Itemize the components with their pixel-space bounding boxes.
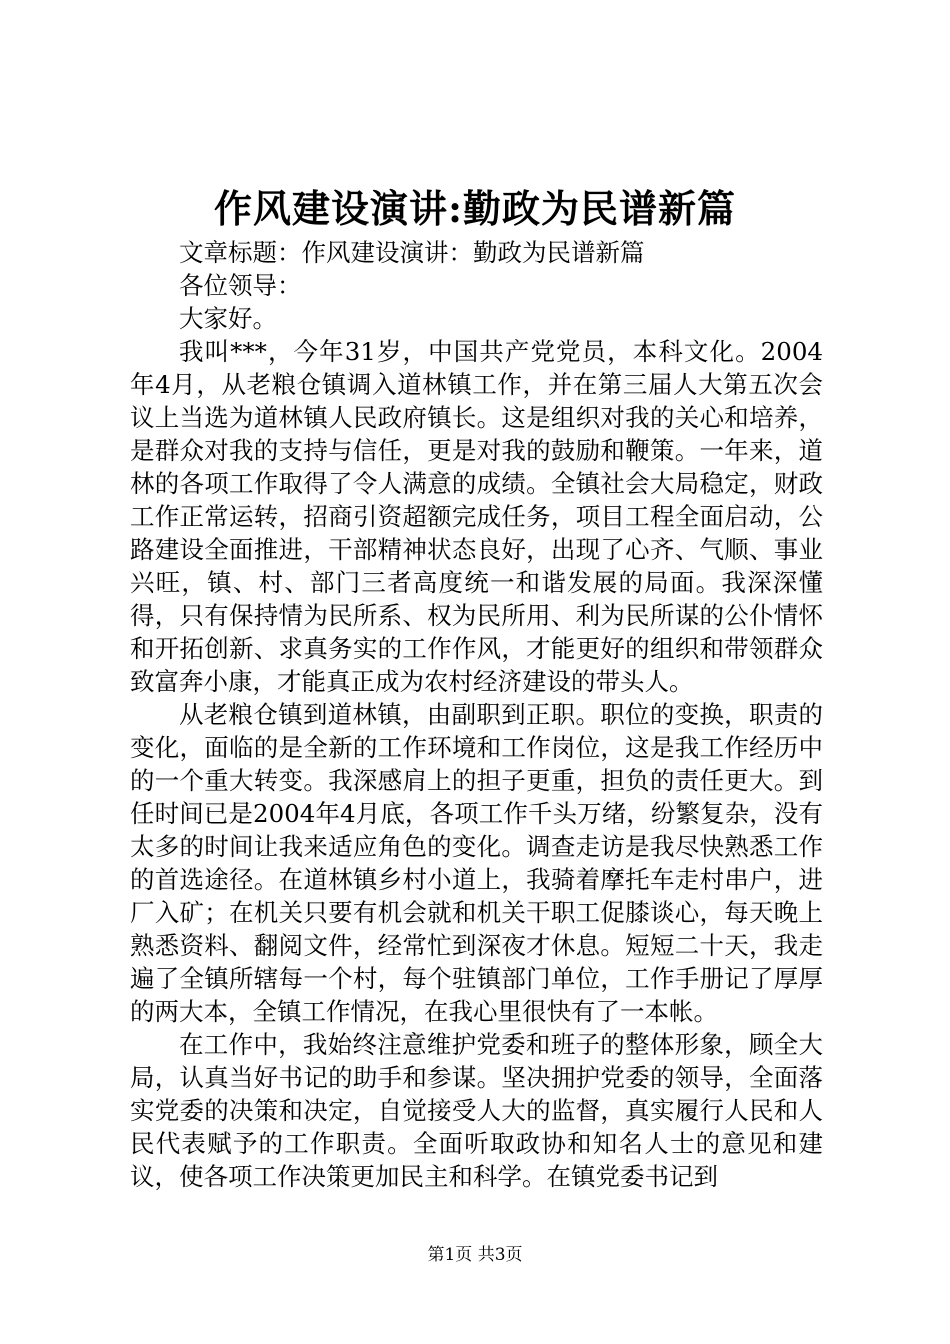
salutation: 各位领导：	[179, 271, 302, 300]
body-paragraph: 从老粮仓镇到道林镇，由副职到正职。职位的变换，职责的变化，面临的是全新的工作环境和工作岗位，这是我工作经历中的一个重大转变。我深感肩上的担子更重，担负的责任更大。到任时间已是2004年4月底，各项工作千头万绪，纷繁复杂，没有太多的时间让我来适应角色的变化。调查走访是我尽快熟悉工作的首选途径。在道林镇乡村小道上，我骑着摩托车走村串户，进厂入矿；在机关只要有机会就和机关干职工促膝谈心，每天晚上熟悉资料、翻阅文件，经常忙到深夜才休息。短短二十天，我走遍了全镇所辖每一个村，每个驻镇部门单位，工作手册记了厚厚的两大本，全镇工作情况，在我心里很快有了一本帐。	[130, 700, 823, 1026]
greeting: 大家好。	[179, 304, 277, 333]
document-body	[130, 236, 823, 1193]
article-title-line: 文章标题：作风建设演讲：勤政为民谱新篇	[179, 238, 645, 267]
body-paragraph: 在工作中，我始终注意维护党委和班子的整体形象，顾全大局，认真当好书记的助手和参谋。坚决拥护党委的领导，全面落实党委的决策和决定，自觉接受人大的监督，真实履行人民和人民代表赋予的工作职责。全面听取政协和知名人士的意见和建议，使各项工作决策更加民主和科学。在镇党委书记到	[130, 1030, 823, 1191]
body-paragraph: 我叫***，今年31岁，中国共产党党员，本科文化。2004年4月，从老粮仓镇调入道林镇工作，并在第三届人大第五次会议上当选为道林镇人民政府镇长。这是组织对我的关心和培养，是群众对我的支持与信任，更是对我的鼓励和鞭策。一年来，道林的各项工作取得了令人满意的成绩。全镇社会大局稳定，财政工作正常运转，招商引资超额完成任务，项目工程全面启动，公路建设全面推进，干部精神状态良好，出现了心齐、气顺、事业兴旺，镇、村、部门三者高度统一和谐发展的局面。我深深懂得，只有保持情为民所系、权为民所用、利为民所谋的公仆情怀和开拓创新、求真务实的工作作风，才能更好的组织和带领群众致富奔小康，才能真正成为农村经济建设的带头人。	[130, 337, 823, 696]
document-title: 作风建设演讲:勤政为民谱新篇	[213, 186, 737, 231]
page-footer: 第1页 共3页	[427, 1245, 523, 1265]
